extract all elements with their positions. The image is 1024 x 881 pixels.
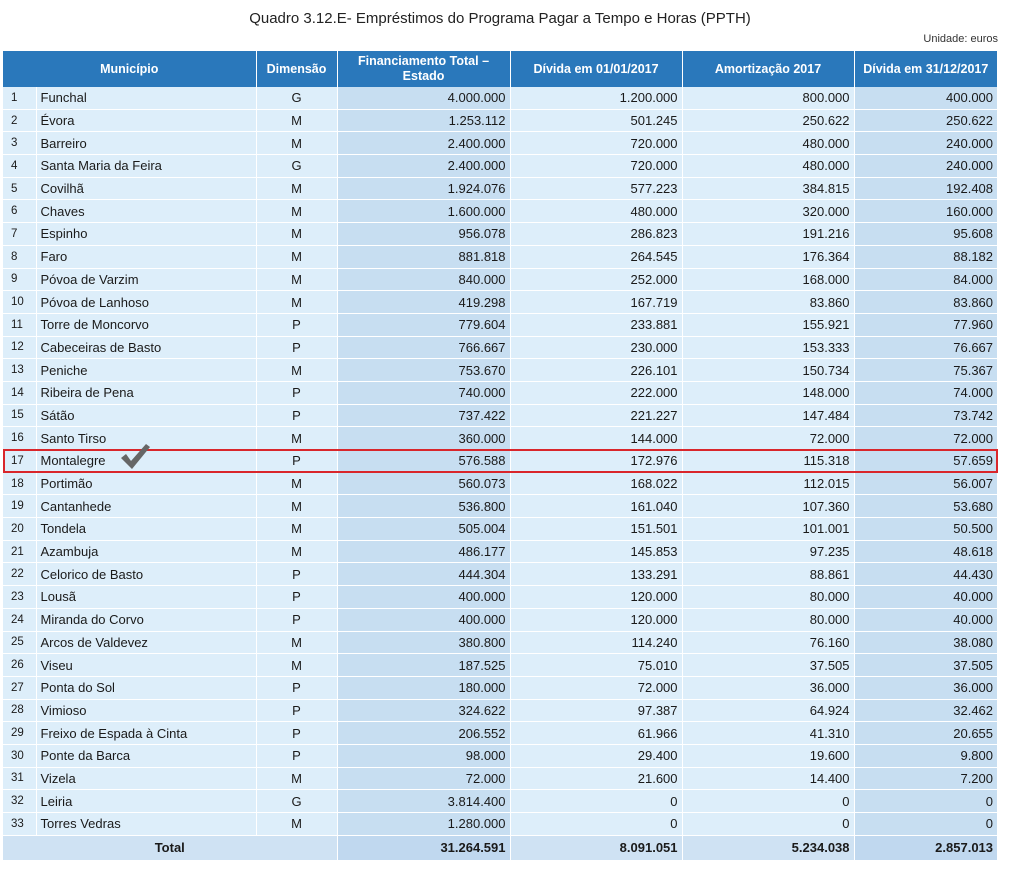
- municipio-cell: Santo Tirso: [36, 427, 256, 450]
- header-row: [3, 51, 997, 87]
- row-number: 31: [3, 767, 36, 790]
- row-number: 2: [3, 109, 36, 132]
- financiamento-cell: 486.177: [337, 540, 510, 563]
- municipio-cell: Cabeceiras de Basto: [36, 336, 256, 359]
- municipio-cell: Torre de Moncorvo: [36, 313, 256, 336]
- amortizacao-cell: 147.484: [682, 404, 854, 427]
- financiamento-cell: 956.078: [337, 223, 510, 246]
- divida-fim-cell: 0: [854, 790, 997, 813]
- divida-inicio-cell: 120.000: [510, 586, 682, 609]
- financiamento-cell: 72.000: [337, 767, 510, 790]
- divida-fim-cell: 83.860: [854, 291, 997, 314]
- financiamento-cell: 400.000: [337, 586, 510, 609]
- financiamento-cell: 98.000: [337, 744, 510, 767]
- row-number: 29: [3, 722, 36, 745]
- municipio-cell: Évora: [36, 109, 256, 132]
- checkmark-icon: [119, 442, 151, 472]
- amortizacao-cell: 176.364: [682, 245, 854, 268]
- row-number: 5: [3, 177, 36, 200]
- divida-inicio-cell: 221.227: [510, 404, 682, 427]
- table-row: [3, 540, 997, 563]
- municipio-cell: Espinho: [36, 223, 256, 246]
- financiamento-cell: 1.253.112: [337, 109, 510, 132]
- dimensao-cell: M: [256, 767, 337, 790]
- amortizacao-cell: 14.400: [682, 767, 854, 790]
- divida-fim-cell: 20.655: [854, 722, 997, 745]
- divida-inicio-cell: 72.000: [510, 676, 682, 699]
- amortizacao-cell: 41.310: [682, 722, 854, 745]
- divida-fim-cell: 0: [854, 813, 997, 836]
- municipio-cell: Peniche: [36, 359, 256, 382]
- amortizacao-cell: 168.000: [682, 268, 854, 291]
- table-row: [3, 699, 997, 722]
- table-row: [3, 450, 997, 473]
- dimensao-cell: P: [256, 563, 337, 586]
- table-row: [3, 223, 997, 246]
- divida-fim-cell: 57.659: [854, 450, 997, 473]
- dimensao-cell: P: [256, 744, 337, 767]
- amortizacao-cell: 107.360: [682, 495, 854, 518]
- divida-inicio-cell: 133.291: [510, 563, 682, 586]
- dimensao-cell: P: [256, 699, 337, 722]
- divida-fim-cell: 50.500: [854, 518, 997, 541]
- divida-fim-cell: 37.505: [854, 654, 997, 677]
- financiamento-cell: 881.818: [337, 245, 510, 268]
- divida-fim-cell: 77.960: [854, 313, 997, 336]
- divida-fim-cell: 250.622: [854, 109, 997, 132]
- row-number: 10: [3, 291, 36, 314]
- table-row: [3, 313, 997, 336]
- financiamento-cell: 4.000.000: [337, 87, 510, 109]
- amortizacao-cell: 36.000: [682, 676, 854, 699]
- divida-fim-cell: 40.000: [854, 586, 997, 609]
- dimensao-cell: M: [256, 518, 337, 541]
- financiamento-cell: 3.814.400: [337, 790, 510, 813]
- divida-inicio-cell: 61.966: [510, 722, 682, 745]
- row-number: 30: [3, 744, 36, 767]
- dimensao-cell: P: [256, 722, 337, 745]
- row-number: 3: [3, 132, 36, 155]
- financiamento-cell: 766.667: [337, 336, 510, 359]
- municipio-cell: Viseu: [36, 654, 256, 677]
- divida-inicio-cell: 167.719: [510, 291, 682, 314]
- divida-fim-cell: 38.080: [854, 631, 997, 654]
- financiamento-cell: 1.924.076: [337, 177, 510, 200]
- municipio-cell: Ponta do Sol: [36, 676, 256, 699]
- row-number: 19: [3, 495, 36, 518]
- table-row: [3, 472, 997, 495]
- financiamento-cell: 560.073: [337, 472, 510, 495]
- financiamento-cell: 2.400.000: [337, 132, 510, 155]
- table-row: [3, 177, 997, 200]
- financiamento-cell: 206.552: [337, 722, 510, 745]
- municipio-cell: Portimão: [36, 472, 256, 495]
- dimensao-cell: M: [256, 540, 337, 563]
- divida-inicio-cell: 0: [510, 790, 682, 813]
- divida-inicio-cell: 286.823: [510, 223, 682, 246]
- divida-fim-cell: 240.000: [854, 155, 997, 178]
- amortizacao-cell: 80.000: [682, 608, 854, 631]
- divida-inicio-cell: 252.000: [510, 268, 682, 291]
- divida-fim-cell: 48.618: [854, 540, 997, 563]
- divida-inicio-cell: 120.000: [510, 608, 682, 631]
- divida-fim-cell: 192.408: [854, 177, 997, 200]
- municipio-cell: Tondela: [36, 518, 256, 541]
- municipio-cell: Freixo de Espada à Cinta: [36, 722, 256, 745]
- divida-inicio-cell: 226.101: [510, 359, 682, 382]
- divida-fim-cell: 240.000: [854, 132, 997, 155]
- table-row: [3, 767, 997, 790]
- amortizacao-cell: 480.000: [682, 155, 854, 178]
- divida-inicio-cell: 172.976: [510, 450, 682, 473]
- dimensao-cell: M: [256, 245, 337, 268]
- divida-inicio-cell: 222.000: [510, 381, 682, 404]
- municipio-cell: Santa Maria da Feira: [36, 155, 256, 178]
- divida-inicio-cell: 168.022: [510, 472, 682, 495]
- dimensao-cell: P: [256, 404, 337, 427]
- table-row: [3, 654, 997, 677]
- divida-inicio-cell: 501.245: [510, 109, 682, 132]
- amortizacao-cell: 480.000: [682, 132, 854, 155]
- divida-inicio-cell: 264.545: [510, 245, 682, 268]
- municipio-cell: Póvoa de Varzim: [36, 268, 256, 291]
- row-number: 24: [3, 608, 36, 631]
- divida-inicio-cell: 720.000: [510, 132, 682, 155]
- dimensao-cell: M: [256, 223, 337, 246]
- divida-inicio-cell: 230.000: [510, 336, 682, 359]
- table-row: [3, 359, 997, 382]
- municipio-cell: Miranda do Corvo: [36, 608, 256, 631]
- divida-fim-cell: 74.000: [854, 381, 997, 404]
- total-row: [3, 835, 997, 860]
- row-number: 22: [3, 563, 36, 586]
- divida-fim-cell: 400.000: [854, 87, 997, 109]
- divida-inicio-cell: 29.400: [510, 744, 682, 767]
- table-row: [3, 268, 997, 291]
- table-row: [3, 608, 997, 631]
- divida-fim-cell: 76.667: [854, 336, 997, 359]
- amortizacao-cell: 37.505: [682, 654, 854, 677]
- municipio-cell: Ponte da Barca: [36, 744, 256, 767]
- municipio-cell: Funchal: [36, 87, 256, 109]
- divida-inicio-cell: 144.000: [510, 427, 682, 450]
- header-municipio: Município: [3, 51, 256, 87]
- financiamento-cell: 576.588: [337, 450, 510, 473]
- financiamento-cell: 360.000: [337, 427, 510, 450]
- table-body: [3, 87, 997, 835]
- divida-fim-cell: 160.000: [854, 200, 997, 223]
- row-number: 11: [3, 313, 36, 336]
- financiamento-cell: 400.000: [337, 608, 510, 631]
- financiamento-cell: 180.000: [337, 676, 510, 699]
- amortizacao-cell: 250.622: [682, 109, 854, 132]
- municipio-cell: Póvoa de Lanhoso: [36, 291, 256, 314]
- amortizacao-cell: 83.860: [682, 291, 854, 314]
- header-divida-inicio: Dívida em 01/01/2017: [510, 51, 682, 87]
- dimensao-cell: M: [256, 132, 337, 155]
- amortizacao-cell: 101.001: [682, 518, 854, 541]
- header-financiamento: Financiamento Total – Estado: [337, 51, 510, 87]
- municipio-cell: Covilhã: [36, 177, 256, 200]
- table-row: [3, 722, 997, 745]
- dimensao-cell: M: [256, 654, 337, 677]
- divida-inicio-cell: 161.040: [510, 495, 682, 518]
- divida-inicio-cell: 21.600: [510, 767, 682, 790]
- divida-inicio-cell: 577.223: [510, 177, 682, 200]
- total-label: Total: [3, 835, 337, 860]
- financiamento-cell: 753.670: [337, 359, 510, 382]
- amortizacao-cell: 150.734: [682, 359, 854, 382]
- table-row: [3, 109, 997, 132]
- divida-fim-cell: 9.800: [854, 744, 997, 767]
- divida-fim-cell: 88.182: [854, 245, 997, 268]
- row-number: 8: [3, 245, 36, 268]
- row-number: 13: [3, 359, 36, 382]
- financiamento-cell: 779.604: [337, 313, 510, 336]
- financiamento-cell: 536.800: [337, 495, 510, 518]
- divida-fim-cell: 73.742: [854, 404, 997, 427]
- total-amortizacao: 5.234.038: [682, 835, 854, 860]
- dimensao-cell: M: [256, 472, 337, 495]
- row-number: 32: [3, 790, 36, 813]
- financiamento-cell: 2.400.000: [337, 155, 510, 178]
- table-row: [3, 518, 997, 541]
- amortizacao-cell: 88.861: [682, 563, 854, 586]
- divida-inicio-cell: 75.010: [510, 654, 682, 677]
- municipio-cell: Vizela: [36, 767, 256, 790]
- header-amortizacao: Amortização 2017: [682, 51, 854, 87]
- row-number: 9: [3, 268, 36, 291]
- table-row: [3, 87, 997, 109]
- table-row: [3, 336, 997, 359]
- row-number: 23: [3, 586, 36, 609]
- table-row: [3, 427, 997, 450]
- amortizacao-cell: 72.000: [682, 427, 854, 450]
- header-divida-fim: Dívida em 31/12/2017: [854, 51, 997, 87]
- dimensao-cell: M: [256, 291, 337, 314]
- financiamento-cell: 187.525: [337, 654, 510, 677]
- dimensao-cell: M: [256, 200, 337, 223]
- table-row: [3, 676, 997, 699]
- loans-table: [3, 51, 997, 860]
- financiamento-cell: 380.800: [337, 631, 510, 654]
- unit-note: Unidade: euros: [923, 33, 998, 45]
- table-row: [3, 744, 997, 767]
- municipio-cell: Montalegre: [36, 450, 256, 473]
- municipio-cell: Cantanhede: [36, 495, 256, 518]
- row-number: 26: [3, 654, 36, 677]
- amortizacao-cell: 64.924: [682, 699, 854, 722]
- total-divida-fim: 2.857.013: [854, 835, 997, 860]
- row-number: 1: [3, 87, 36, 109]
- table-row: [3, 495, 997, 518]
- table-row: [3, 563, 997, 586]
- row-number: 17: [3, 450, 36, 473]
- municipio-cell: Faro: [36, 245, 256, 268]
- dimensao-cell: P: [256, 336, 337, 359]
- table-row: [3, 200, 997, 223]
- dimensao-cell: M: [256, 268, 337, 291]
- divida-fim-cell: 7.200: [854, 767, 997, 790]
- amortizacao-cell: 0: [682, 813, 854, 836]
- divida-fim-cell: 95.608: [854, 223, 997, 246]
- divida-inicio-cell: 97.387: [510, 699, 682, 722]
- amortizacao-cell: 191.216: [682, 223, 854, 246]
- dimensao-cell: M: [256, 177, 337, 200]
- dimensao-cell: G: [256, 155, 337, 178]
- amortizacao-cell: 320.000: [682, 200, 854, 223]
- row-number: 4: [3, 155, 36, 178]
- dimensao-cell: G: [256, 790, 337, 813]
- row-number: 6: [3, 200, 36, 223]
- financiamento-cell: 737.422: [337, 404, 510, 427]
- dimensao-cell: M: [256, 109, 337, 132]
- divida-inicio-cell: 720.000: [510, 155, 682, 178]
- dimensao-cell: P: [256, 608, 337, 631]
- amortizacao-cell: 0: [682, 790, 854, 813]
- row-number: 14: [3, 381, 36, 404]
- financiamento-cell: 1.600.000: [337, 200, 510, 223]
- divida-inicio-cell: 114.240: [510, 631, 682, 654]
- amortizacao-cell: 112.015: [682, 472, 854, 495]
- divida-inicio-cell: 480.000: [510, 200, 682, 223]
- municipio-cell: Leiria: [36, 790, 256, 813]
- financiamento-cell: 840.000: [337, 268, 510, 291]
- dimensao-cell: M: [256, 427, 337, 450]
- dimensao-cell: P: [256, 676, 337, 699]
- amortizacao-cell: 97.235: [682, 540, 854, 563]
- row-number: 20: [3, 518, 36, 541]
- dimensao-cell: P: [256, 586, 337, 609]
- amortizacao-cell: 80.000: [682, 586, 854, 609]
- row-number: 12: [3, 336, 36, 359]
- divida-inicio-cell: 145.853: [510, 540, 682, 563]
- municipio-cell: Torres Vedras: [36, 813, 256, 836]
- municipio-cell: Sátão: [36, 404, 256, 427]
- divida-fim-cell: 84.000: [854, 268, 997, 291]
- dimensao-cell: M: [256, 813, 337, 836]
- table-row: [3, 586, 997, 609]
- row-number: 21: [3, 540, 36, 563]
- amortizacao-cell: 148.000: [682, 381, 854, 404]
- dimensao-cell: M: [256, 359, 337, 382]
- table-row: [3, 631, 997, 654]
- divida-fim-cell: 40.000: [854, 608, 997, 631]
- table-title: Quadro 3.12.E- Empréstimos do Programa Pagar a Tempo e Horas (PPTH): [249, 10, 751, 27]
- municipio-cell: Chaves: [36, 200, 256, 223]
- row-number: 16: [3, 427, 36, 450]
- divida-fim-cell: 75.367: [854, 359, 997, 382]
- divida-inicio-cell: 0: [510, 813, 682, 836]
- row-number: 7: [3, 223, 36, 246]
- municipio-cell: Lousã: [36, 586, 256, 609]
- municipio-cell: Vimioso: [36, 699, 256, 722]
- financiamento-cell: 324.622: [337, 699, 510, 722]
- table-row: [3, 132, 997, 155]
- municipio-cell: Arcos de Valdevez: [36, 631, 256, 654]
- divida-inicio-cell: 233.881: [510, 313, 682, 336]
- table-row: [3, 245, 997, 268]
- financiamento-cell: 505.004: [337, 518, 510, 541]
- amortizacao-cell: 800.000: [682, 87, 854, 109]
- municipio-cell: Azambuja: [36, 540, 256, 563]
- dimensao-cell: P: [256, 313, 337, 336]
- dimensao-cell: M: [256, 495, 337, 518]
- table-row: [3, 155, 997, 178]
- table-row: [3, 404, 997, 427]
- divida-inicio-cell: 151.501: [510, 518, 682, 541]
- row-number: 28: [3, 699, 36, 722]
- divida-fim-cell: 53.680: [854, 495, 997, 518]
- divida-inicio-cell: 1.200.000: [510, 87, 682, 109]
- divida-fim-cell: 72.000: [854, 427, 997, 450]
- amortizacao-cell: 155.921: [682, 313, 854, 336]
- row-number: 25: [3, 631, 36, 654]
- table-row: [3, 813, 997, 836]
- dimensao-cell: G: [256, 87, 337, 109]
- row-number: 33: [3, 813, 36, 836]
- municipio-cell: Celorico de Basto: [36, 563, 256, 586]
- row-number: 18: [3, 472, 36, 495]
- table-row: [3, 790, 997, 813]
- header-dimensao: Dimensão: [256, 51, 337, 87]
- amortizacao-cell: 19.600: [682, 744, 854, 767]
- dimensao-cell: P: [256, 450, 337, 473]
- amortizacao-cell: 384.815: [682, 177, 854, 200]
- table-row: [3, 291, 997, 314]
- dimensao-cell: P: [256, 381, 337, 404]
- dimensao-cell: M: [256, 631, 337, 654]
- divida-fim-cell: 56.007: [854, 472, 997, 495]
- total-divida-inicio: 8.091.051: [510, 835, 682, 860]
- municipio-cell: Ribeira de Pena: [36, 381, 256, 404]
- financiamento-cell: 419.298: [337, 291, 510, 314]
- financiamento-cell: 444.304: [337, 563, 510, 586]
- row-number: 15: [3, 404, 36, 427]
- divida-fim-cell: 44.430: [854, 563, 997, 586]
- amortizacao-cell: 76.160: [682, 631, 854, 654]
- row-number: 27: [3, 676, 36, 699]
- table-row: [3, 381, 997, 404]
- amortizacao-cell: 115.318: [682, 450, 854, 473]
- financiamento-cell: 1.280.000: [337, 813, 510, 836]
- financiamento-cell: 740.000: [337, 381, 510, 404]
- municipio-cell: Barreiro: [36, 132, 256, 155]
- amortizacao-cell: 153.333: [682, 336, 854, 359]
- divida-fim-cell: 36.000: [854, 676, 997, 699]
- total-financiamento: 31.264.591: [337, 835, 510, 860]
- divida-fim-cell: 32.462: [854, 699, 997, 722]
